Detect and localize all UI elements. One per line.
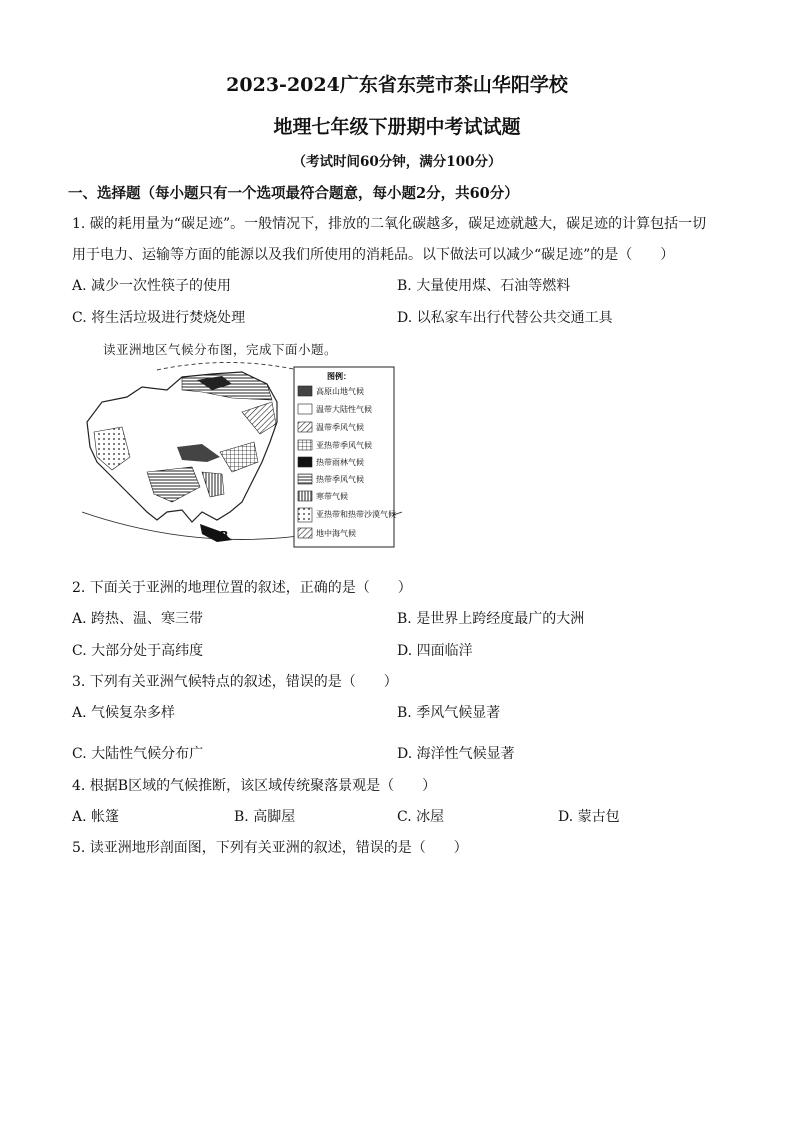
question-2-option-d: D. 四面临洋 [397, 643, 473, 659]
question-1-option-a: A. 减少一次性筷子的使用 [72, 278, 232, 294]
exam-info: （考试时间60分钟，满分100分） [292, 154, 502, 170]
question-2-option-b: B. 是世界上跨经度最广的大洲 [397, 611, 585, 627]
legend-item-3: 亚热带季风气候 [316, 441, 372, 450]
question-4-stem: 4. 根据B区域的气候推断，该区域传统聚落景观是（ ） [72, 778, 437, 794]
legend-item-1: 温带大陆性气候 [316, 405, 372, 414]
question-1-stem-line2: 用于电力、运输等方面的能源以及我们所使用的消耗品。以下做法可以减少“碳足迹”的是（ ） [72, 247, 675, 263]
latitude-arc-north [157, 362, 307, 372]
legend-item-6: 寒带气候 [316, 492, 348, 501]
question-4-option-d: D. 蒙古包 [558, 809, 620, 825]
question-1-option-b: B. 大量使用煤、石油等燃料 [397, 278, 571, 294]
question-1-stem-line1: 1. 碳的耗用量为“碳足迹”。一般情况下，排放的二氧化碳越多，碳足迹就越大，碳足迹的计算包括一切 [72, 216, 707, 232]
question-1-option-d: D. 以私家车出行代替公共交通工具 [397, 310, 613, 326]
question-3-option-c: C. 大陆性气候分布广 [72, 746, 204, 762]
section-heading: 一、选择题（每小题只有一个选项最符合题意，每小题2分，共60分） [68, 185, 519, 202]
question-2-stem: 2. 下面关于亚洲的地理位置的叙述，正确的是（ ） [72, 580, 412, 596]
question-4-option-a: A. 帐篷 [72, 809, 120, 825]
document-title-line1: 2023-2024广东省东莞市茶山华阳学校 [226, 74, 568, 96]
question-4-option-b: B. 高脚屋 [234, 809, 296, 825]
question-5-stem: 5. 读亚洲地形剖面图，下列有关亚洲的叙述，错误的是（ ） [72, 840, 468, 856]
question-3-stem: 3. 下列有关亚洲气候特点的叙述，错误的是（ ） [72, 674, 398, 690]
legend-item-2: 温带季风气候 [316, 423, 364, 432]
question-4-option-c: C. 冰屋 [397, 809, 445, 825]
map-legend [294, 367, 396, 547]
asia-climate-map [82, 362, 402, 552]
question-3-option-a: A. 气候复杂多样 [72, 705, 176, 721]
map-region-label-b: B [220, 529, 229, 542]
legend-item-5: 热带季风气候 [316, 475, 364, 484]
legend-item-8: 地中海气候 [316, 529, 356, 538]
question-2-option-a: A. 跨热、温、寒三带 [72, 611, 204, 627]
legend-item-7: 亚热带和热带沙漠气候 [316, 510, 396, 519]
map-intro: 读亚洲地区气候分布图，完成下面小题。 [103, 342, 338, 357]
svg-text:图例：: 图例： [327, 372, 351, 381]
question-2-option-c: C. 大部分处于高纬度 [72, 643, 204, 659]
document-title-line2: 地理七年级下册期中考试试题 [273, 116, 521, 138]
question-3-option-b: B. 季风气候显著 [397, 705, 501, 721]
legend-item-0: 高原山地气候 [316, 387, 364, 396]
question-1-option-c: C. 将生活垃圾进行焚烧处理 [72, 310, 246, 326]
question-3-option-d: D. 海洋性气候显著 [397, 746, 515, 762]
legend-item-4: 热带雨林气候 [316, 458, 364, 467]
